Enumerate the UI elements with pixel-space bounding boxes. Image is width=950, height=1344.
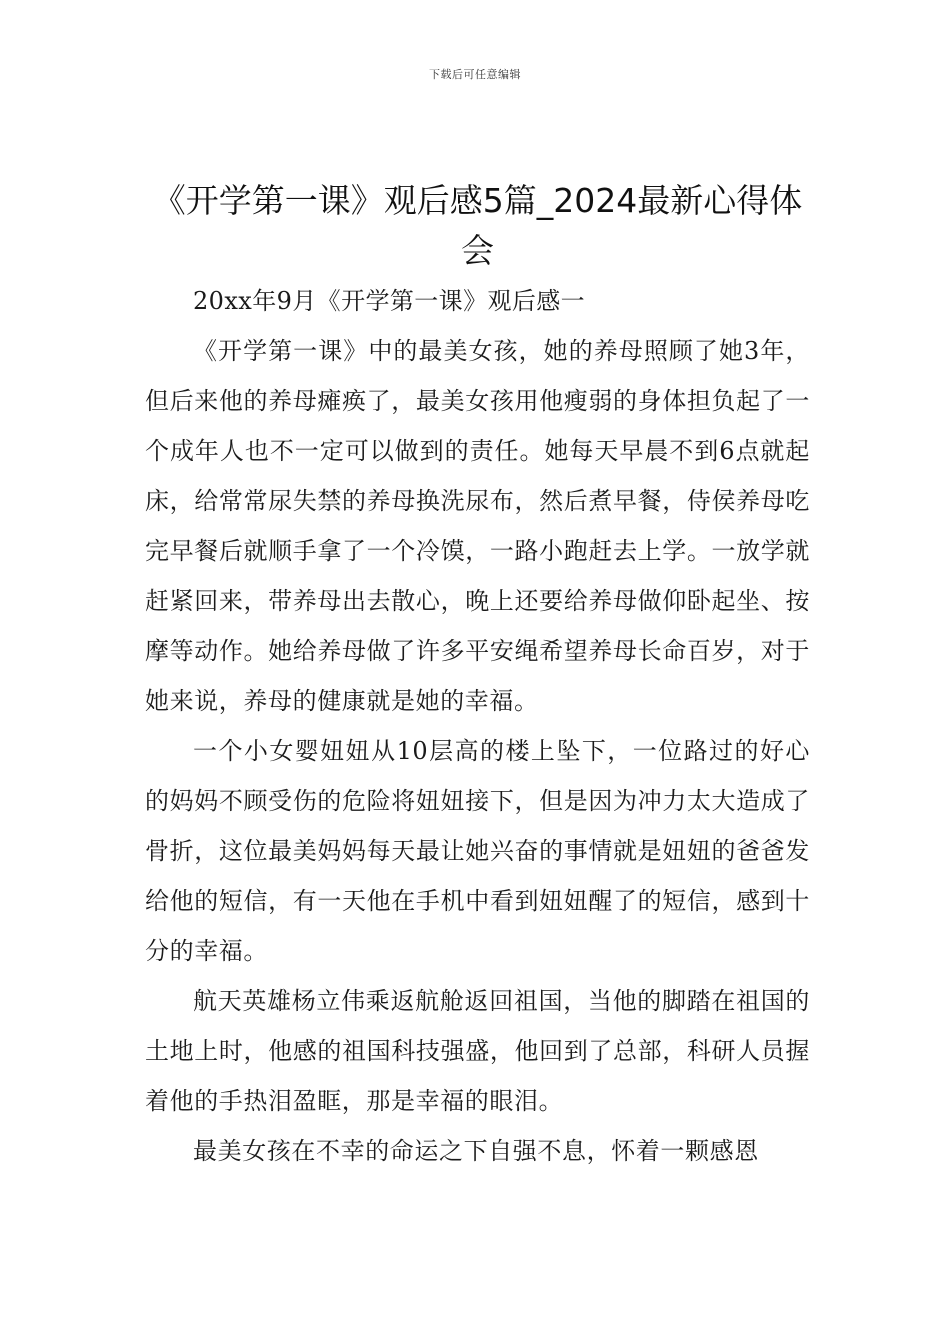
document-title: 《开学第一课》观后感5篇_2024最新心得体会 [152,181,803,270]
paragraph: 《开学第一课》中的最美女孩，她的养母照顾了她3年，但后来他的养母瘫痪了，最美女孩用他瘦弱的身体担负起了一个成年人也不一定可以做到的责任。她每天早晨不到6点就起床，给常常尿失禁的养母换洗尿布，然后煮早餐，侍侯养母吃完早餐后就顺手拿了一个冷馍，一路小跑赶去上学。一放学就赶紧回来，带养母出去散心，晚上还要给养母做仰卧起坐、按摩等动作。她给养母做了许多平安绳希望养母长命百岁，对于她来说，养母的健康就是她的幸福。 [145,337,810,715]
header-note: 下载后可任意编辑 [429,68,521,81]
date-line: 20xx年9月《开学第一课》观后感一 [193,287,586,315]
paragraph: 一个小女婴妞妞从10层高的楼上坠下，一位路过的好心的妈妈不顾受伤的危险将妞妞接下，但是因为冲力太大造成了骨折，这位最美妈妈每天最让她兴奋的事情就是妞妞的爸爸发给他的短信，有一天他在手机中看到妞妞醒了的短信，感到十分的幸福。 [145,737,810,965]
paragraph: 最美女孩在不幸的命运之下自强不息，怀着一颗感恩 [193,1137,759,1165]
document-body [145,276,810,1176]
paragraph: 航天英雄杨立伟乘返航舱返回祖国，当他的脚踏在祖国的土地上时，他感的祖国科技强盛，他回到了总部，科研人员握着他的手热泪盈眶，那是幸福的眼泪。 [145,987,810,1115]
